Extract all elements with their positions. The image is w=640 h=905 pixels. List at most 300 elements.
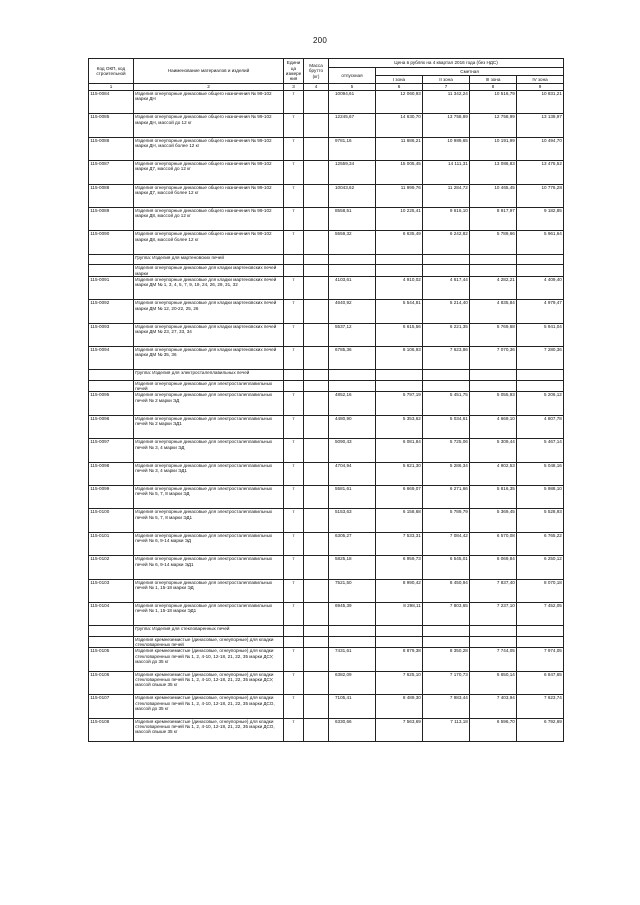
table-row	[89, 509, 564, 532]
name-cell: Изделия огнеупорные динасовые для электросталеплавильных печей № 1, 15-18 марки ЭД	[134, 579, 284, 602]
unit-cell: т	[284, 323, 304, 346]
code-cell: 115-0092	[89, 300, 134, 323]
table-row	[89, 114, 564, 137]
group-empty-cell	[304, 380, 329, 392]
group-empty-cell	[517, 626, 564, 637]
name-cell: Изделия кремнеземистые (динасовые, огнеупорные) для кладки стекловаренных печей № 1, 2, 4-10, 12-18, 21, 22, 35 марки ДСУ, массой свыше 35 кг	[134, 671, 284, 694]
code-cell: 115-0096	[89, 415, 134, 438]
group-name-cell: Группа: Изделия для электросталеплавильных печей	[134, 370, 284, 381]
price-zone4-cell: 7 452,05	[517, 603, 564, 626]
price-zone3-cell: 7 403,94	[470, 695, 517, 718]
group-code-cell	[89, 370, 134, 381]
group-row	[89, 265, 564, 277]
group-empty-cell	[423, 370, 470, 381]
table-row	[89, 300, 564, 323]
price-zone2-cell: 7 084,42	[423, 532, 470, 555]
code-cell: 115-0097	[89, 439, 134, 462]
price-otpusknaya-cell: 12245,67	[329, 114, 376, 137]
group-empty-cell	[470, 254, 517, 265]
code-cell: 115-0108	[89, 718, 134, 741]
name-cell: Изделия огнеупорные динасовые для электросталеплавильных печей № 6, 9-14 марки ЭД	[134, 532, 284, 555]
table-row	[89, 556, 564, 579]
group-empty-cell	[423, 265, 470, 277]
code-cell: 115-0105	[89, 648, 134, 671]
group-row	[89, 370, 564, 381]
group-name-cell: Изделия огнеупорные динасовые для электросталеплавильных печей	[134, 380, 284, 392]
group-row	[89, 636, 564, 648]
price-zone1-cell: 8 489,30	[376, 695, 423, 718]
price-zone4-cell: 4 409,40	[517, 276, 564, 299]
column-number: 8	[470, 84, 517, 91]
mass-cell	[304, 184, 329, 207]
unit-cell: т	[284, 161, 304, 184]
price-zone4-cell: 13 138,97	[517, 114, 564, 137]
price-zone4-cell: 9 182,85	[517, 207, 564, 230]
table-row	[89, 579, 564, 602]
header-price-caption: Цена в рублях на 4 квартал 2016 года (без НДС)	[329, 59, 564, 68]
code-cell: 115-0084	[89, 91, 134, 114]
code-cell: 115-0093	[89, 323, 134, 346]
code-cell: 115-0102	[89, 556, 134, 579]
price-zone1-cell: 14 630,70	[376, 114, 423, 137]
table-row	[89, 462, 564, 485]
group-empty-cell	[376, 265, 423, 277]
header-smetnaya: Сметная	[376, 68, 564, 76]
group-empty-cell	[517, 636, 564, 648]
mass-cell	[304, 556, 329, 579]
group-code-cell	[89, 626, 134, 637]
price-zone3-cell: 6 069,84	[470, 556, 517, 579]
table-row	[89, 347, 564, 370]
price-otpusknaya-cell: 6785,36	[329, 347, 376, 370]
price-zone1-cell: 7 533,31	[376, 532, 423, 555]
price-zone4-cell: 10 831,21	[517, 91, 564, 114]
price-zone2-cell: 5 286,34	[423, 462, 470, 485]
group-code-cell	[89, 265, 134, 277]
unit-cell: т	[284, 276, 304, 299]
price-zone2-cell: 6 242,82	[423, 231, 470, 254]
table-row	[89, 603, 564, 626]
price-zone4-cell: 5 961,64	[517, 231, 564, 254]
group-row	[89, 254, 564, 265]
name-cell: Изделия огнеупорные динасовые для кладки мартеновских печей марки ДМ № 23, 27, 33, 34	[134, 323, 284, 346]
header-zone3: III зона	[470, 76, 517, 84]
group-empty-cell	[329, 265, 376, 277]
price-zone3-cell: 5 789,66	[470, 231, 517, 254]
code-cell: 115-0094	[89, 347, 134, 370]
column-number: 4	[304, 84, 329, 91]
mass-cell	[304, 671, 329, 694]
table-row	[89, 695, 564, 718]
mass-cell	[304, 231, 329, 254]
price-zone2-cell: 14 111,31	[423, 161, 470, 184]
group-empty-cell	[423, 254, 470, 265]
mass-cell	[304, 648, 329, 671]
price-table	[88, 58, 564, 742]
group-empty-cell	[376, 370, 423, 381]
code-cell: 115-0091	[89, 276, 134, 299]
price-zone1-cell: 6 959,73	[376, 556, 423, 579]
price-zone3-cell: 6 570,08	[470, 532, 517, 555]
group-empty-cell	[423, 636, 470, 648]
price-zone1-cell: 6 669,07	[376, 486, 423, 509]
unit-cell: т	[284, 300, 304, 323]
page-number: 200	[313, 36, 327, 45]
header-name: Наименование материалов и изделий	[134, 59, 284, 84]
code-cell: 115-0101	[89, 532, 134, 555]
price-zone4-cell: 4 807,78	[517, 415, 564, 438]
price-zone3-cell: 7 744,05	[470, 648, 517, 671]
name-cell: Изделия огнеупорные динасовые для кладки мартеновских печей марки ДМ № 12, 20-22, 25, 26	[134, 300, 284, 323]
name-cell: Изделия огнеупорные динасовые для электросталеплавильных печей № 3, 4 марки ЭД1	[134, 462, 284, 485]
price-zone2-cell: 5 214,40	[423, 300, 470, 323]
mass-cell	[304, 137, 329, 160]
mass-cell	[304, 532, 329, 555]
price-zone1-cell: 8 990,42	[376, 579, 423, 602]
price-zone2-cell: 5 789,79	[423, 509, 470, 532]
price-otpusknaya-cell: 4704,94	[329, 462, 376, 485]
name-cell: Изделия кремнеземистые (динасовые, огнеупорные) для кладки стекловаренных печей № 1, 2, 4-10, 12-18, 21, 22, 35 марки ДСО, массой до 35 кг	[134, 695, 284, 718]
price-zone1-cell: 5 544,81	[376, 300, 423, 323]
name-cell: Изделия огнеупорные динасовые общего назначения № 99-102 марки Д7, массой до 12 кг	[134, 161, 284, 184]
group-empty-cell	[284, 626, 304, 637]
price-zone2-cell: 6 545,01	[423, 556, 470, 579]
mass-cell	[304, 603, 329, 626]
mass-cell	[304, 509, 329, 532]
group-empty-cell	[284, 636, 304, 648]
price-zone4-cell: 8 070,18	[517, 579, 564, 602]
price-zone4-cell: 5 206,12	[517, 392, 564, 415]
price-zone4-cell: 10 776,28	[517, 184, 564, 207]
price-zone2-cell: 10 989,65	[423, 137, 470, 160]
price-zone2-cell: 8 450,94	[423, 579, 470, 602]
price-otpusknaya-cell: 7431,61	[329, 648, 376, 671]
price-zone2-cell: 7 113,18	[423, 718, 470, 741]
code-cell: 115-0100	[89, 509, 134, 532]
mass-cell	[304, 462, 329, 485]
group-empty-cell	[517, 254, 564, 265]
price-zone3-cell: 12 758,99	[470, 114, 517, 137]
unit-cell: т	[284, 415, 304, 438]
price-zone1-cell: 11 999,76	[376, 184, 423, 207]
price-zone1-cell: 6 635,49	[376, 231, 423, 254]
code-cell: 115-0106	[89, 671, 134, 694]
price-otpusknaya-cell: 10043,62	[329, 184, 376, 207]
group-empty-cell	[304, 636, 329, 648]
mass-cell	[304, 415, 329, 438]
group-name-cell: Группа: Изделия для мартеновских печей	[134, 254, 284, 265]
code-cell: 115-0099	[89, 486, 134, 509]
column-number: 5	[329, 84, 376, 91]
unit-cell: т	[284, 579, 304, 602]
price-zone1-cell: 8 879,38	[376, 648, 423, 671]
group-empty-cell	[470, 370, 517, 381]
table-row	[89, 532, 564, 555]
price-zone3-cell: 13 086,83	[470, 161, 517, 184]
price-zone4-cell: 10 494,70	[517, 137, 564, 160]
unit-cell: т	[284, 718, 304, 741]
group-empty-cell	[304, 370, 329, 381]
price-otpusknaya-cell: 8558,51	[329, 207, 376, 230]
name-cell: Изделия огнеупорные динасовые для кладки мартеновских печей марки ДМ № 1, 3, 4, 5, 7, 9, 19, 24, 26, 29, 31, 32	[134, 276, 284, 299]
name-cell: Изделия огнеупорные динасовые для электросталеплавильных печей № 2 марки ЭД	[134, 392, 284, 415]
unit-cell: т	[284, 648, 304, 671]
name-cell: Изделия огнеупорные динасовые для электросталеплавильных печей № 5, 7, 8 марки ЭД	[134, 486, 284, 509]
price-otpusknaya-cell: 4852,16	[329, 392, 376, 415]
code-cell: 115-0086	[89, 137, 134, 160]
header-unit: Едини ца измере ния	[284, 59, 304, 84]
unit-cell: т	[284, 137, 304, 160]
price-zone3-cell: 5 055,93	[470, 392, 517, 415]
price-otpusknaya-cell: 5581,61	[329, 486, 376, 509]
group-empty-cell	[517, 265, 564, 277]
price-zone1-cell: 15 005,45	[376, 161, 423, 184]
group-empty-cell	[329, 380, 376, 392]
table-row	[89, 486, 564, 509]
table-row	[89, 648, 564, 671]
price-otpusknaya-cell: 6305,27	[329, 532, 376, 555]
group-empty-cell	[423, 380, 470, 392]
name-cell: Изделия огнеупорные динасовые общего назначения № 99-102 марки ДН, массой более 12 кг	[134, 137, 284, 160]
group-code-cell	[89, 254, 134, 265]
group-empty-cell	[470, 265, 517, 277]
column-number-row	[89, 84, 564, 91]
price-zone1-cell: 5 797,19	[376, 392, 423, 415]
price-zone3-cell: 7 070,36	[470, 347, 517, 370]
price-zone3-cell: 4 282,21	[470, 276, 517, 299]
price-zone4-cell: 7 280,36	[517, 347, 564, 370]
price-zone3-cell: 10 516,79	[470, 91, 517, 114]
table-row	[89, 415, 564, 438]
unit-cell: т	[284, 91, 304, 114]
table-row	[89, 439, 564, 462]
group-empty-cell	[376, 636, 423, 648]
column-number: 7	[423, 84, 470, 91]
mass-cell	[304, 718, 329, 741]
group-empty-cell	[284, 265, 304, 277]
price-zone1-cell: 12 060,93	[376, 91, 423, 114]
price-zone2-cell: 7 623,86	[423, 347, 470, 370]
group-empty-cell	[470, 380, 517, 392]
group-empty-cell	[284, 370, 304, 381]
price-zone3-cell: 10 465,45	[470, 184, 517, 207]
header-code: Код ОКП, код строительной	[89, 59, 134, 84]
price-zone4-cell: 5 048,16	[517, 462, 564, 485]
group-name-cell: Изделия кремнеземистые (динасовые, огнеупорные) для кладки стекловаренных печей	[134, 636, 284, 648]
price-zone3-cell: 5 769,68	[470, 323, 517, 346]
unit-cell: т	[284, 671, 304, 694]
table-row	[89, 137, 564, 160]
name-cell: Изделия огнеупорные динасовые общего назначения № 99-102 марки Д7, массой более 12 кг	[134, 184, 284, 207]
price-zone1-cell: 11 686,21	[376, 137, 423, 160]
price-zone4-cell: 5 467,14	[517, 439, 564, 462]
price-zone3-cell: 6 596,70	[470, 718, 517, 741]
price-zone4-cell: 6 250,12	[517, 556, 564, 579]
table-row	[89, 671, 564, 694]
table-body	[89, 91, 564, 742]
mass-cell	[304, 695, 329, 718]
price-otpusknaya-cell: 7105,41	[329, 695, 376, 718]
code-cell: 115-0103	[89, 579, 134, 602]
code-cell: 115-0090	[89, 231, 134, 254]
header-zone1: I зона	[376, 76, 423, 84]
price-zone4-cell: 5 941,04	[517, 323, 564, 346]
group-empty-cell	[284, 254, 304, 265]
price-zone3-cell: 4 669,10	[470, 415, 517, 438]
price-zone2-cell: 6 271,66	[423, 486, 470, 509]
unit-cell: т	[284, 347, 304, 370]
header-zone4: IV зона	[517, 76, 564, 84]
price-zone4-cell: 6 765,22	[517, 532, 564, 555]
code-cell: 115-0107	[89, 695, 134, 718]
price-zone2-cell: 11 284,72	[423, 184, 470, 207]
price-otpusknaya-cell: 5537,12	[329, 323, 376, 346]
mass-cell	[304, 300, 329, 323]
name-cell: Изделия кремнеземистые (динасовые, огнеупорные) для кладки стекловаренных печей № 1, 2, 4-10, 12-18, 21, 22, 35 марки ДСО, массой свыше 35 кг	[134, 718, 284, 741]
price-zone3-cell: 7 837,40	[470, 579, 517, 602]
mass-cell	[304, 207, 329, 230]
price-otpusknaya-cell: 12559,34	[329, 161, 376, 184]
table-row	[89, 392, 564, 415]
price-zone2-cell: 4 617,44	[423, 276, 470, 299]
code-cell: 115-0095	[89, 392, 134, 415]
group-empty-cell	[376, 380, 423, 392]
name-cell: Изделия кремнеземистые (динасовые, огнеупорные) для кладки стекловаренных печей № 1, 2, 4-10, 12-18, 21, 22, 35 марки ДСУ, массой до 35 кг	[134, 648, 284, 671]
group-empty-cell	[376, 626, 423, 637]
price-zone4-cell: 6 792,69	[517, 718, 564, 741]
unit-cell: т	[284, 439, 304, 462]
unit-cell: т	[284, 114, 304, 137]
price-otpusknaya-cell: 5559,32	[329, 231, 376, 254]
group-empty-cell	[329, 636, 376, 648]
price-zone2-cell: 7 803,65	[423, 603, 470, 626]
group-name-cell: Группа: Изделия для стекловаренных печей	[134, 626, 284, 637]
price-zone4-cell: 13 475,52	[517, 161, 564, 184]
name-cell: Изделия огнеупорные динасовые общего назначения № 99-102 марки ДН	[134, 91, 284, 114]
price-zone4-cell: 4 979,47	[517, 300, 564, 323]
price-zone1-cell: 8 298,11	[376, 603, 423, 626]
name-cell: Изделия огнеупорные динасовые для электросталеплавильных печей № 3, 4 марки ЭД	[134, 439, 284, 462]
price-otpusknaya-cell: 4103,61	[329, 276, 376, 299]
price-zone1-cell: 6 158,68	[376, 509, 423, 532]
price-otpusknaya-cell: 6945,39	[329, 603, 376, 626]
code-cell: 115-0089	[89, 207, 134, 230]
group-empty-cell	[329, 370, 376, 381]
column-number: 2	[134, 84, 284, 91]
group-empty-cell	[329, 254, 376, 265]
unit-cell: т	[284, 509, 304, 532]
price-zone1-cell: 5 621,30	[376, 462, 423, 485]
price-otpusknaya-cell: 4480,90	[329, 415, 376, 438]
price-zone4-cell: 7 974,05	[517, 648, 564, 671]
column-number: 6	[376, 84, 423, 91]
code-cell: 115-0085	[89, 114, 134, 137]
mass-cell	[304, 161, 329, 184]
name-cell: Изделия огнеупорные динасовые для электросталеплавильных печей № 5, 7, 8 марки ЭД1	[134, 509, 284, 532]
name-cell: Изделия огнеупорные динасовые общего назначения № 99-102 марки ДН, массой до 12 кг	[134, 114, 284, 137]
mass-cell	[304, 439, 329, 462]
name-cell: Изделия огнеупорные динасовые для электросталеплавильных печей № 6, 9-14 марки ЭД1	[134, 556, 284, 579]
group-row	[89, 626, 564, 637]
group-row	[89, 380, 564, 392]
table-row	[89, 91, 564, 114]
mass-cell	[304, 276, 329, 299]
price-otpusknaya-cell: 6330,66	[329, 718, 376, 741]
price-otpusknaya-cell: 9781,16	[329, 137, 376, 160]
unit-cell: т	[284, 462, 304, 485]
name-cell: Изделия огнеупорные динасовые для кладки мартеновских печей марки ДМ № 35, 36	[134, 347, 284, 370]
group-code-cell	[89, 380, 134, 392]
price-zone3-cell: 6 650,14	[470, 671, 517, 694]
group-code-cell	[89, 636, 134, 648]
price-zone2-cell: 5 725,06	[423, 439, 470, 462]
price-zone3-cell: 4 902,53	[470, 462, 517, 485]
code-cell: 115-0104	[89, 603, 134, 626]
mass-cell	[304, 347, 329, 370]
column-number: 1	[89, 84, 134, 91]
price-zone4-cell: 5 988,10	[517, 486, 564, 509]
price-zone1-cell: 5 353,62	[376, 415, 423, 438]
price-otpusknaya-cell: 6382,09	[329, 671, 376, 694]
unit-cell: т	[284, 603, 304, 626]
unit-cell: т	[284, 695, 304, 718]
table-row	[89, 276, 564, 299]
price-zone4-cell: 7 623,74	[517, 695, 564, 718]
price-zone2-cell: 6 221,35	[423, 323, 470, 346]
mass-cell	[304, 392, 329, 415]
price-zone2-cell: 7 170,73	[423, 671, 470, 694]
price-zone1-cell: 10 225,41	[376, 207, 423, 230]
name-cell: Изделия огнеупорные динасовые общего назначения № 99-102 марки Д8, массой более 12 кг	[134, 231, 284, 254]
price-otpusknaya-cell: 5090,43	[329, 439, 376, 462]
group-empty-cell	[304, 626, 329, 637]
price-zone4-cell: 5 528,93	[517, 509, 564, 532]
table-row	[89, 184, 564, 207]
group-empty-cell	[329, 626, 376, 637]
price-zone3-cell: 5 816,35	[470, 486, 517, 509]
header-zone2: II зона	[423, 76, 470, 84]
price-zone3-cell: 7 237,10	[470, 603, 517, 626]
mass-cell	[304, 323, 329, 346]
group-empty-cell	[304, 265, 329, 277]
mass-cell	[304, 114, 329, 137]
group-empty-cell	[517, 370, 564, 381]
unit-cell: т	[284, 486, 304, 509]
column-number: 3	[284, 84, 304, 91]
unit-cell: т	[284, 556, 304, 579]
price-zone2-cell: 11 342,24	[423, 91, 470, 114]
price-zone3-cell: 8 917,97	[470, 207, 517, 230]
unit-cell: т	[284, 184, 304, 207]
group-empty-cell	[284, 380, 304, 392]
price-otpusknaya-cell: 5153,63	[329, 509, 376, 532]
price-zone2-cell: 8 350,28	[423, 648, 470, 671]
price-zone2-cell: 5 034,61	[423, 415, 470, 438]
code-cell: 115-0088	[89, 184, 134, 207]
price-zone2-cell: 13 758,89	[423, 114, 470, 137]
unit-cell: т	[284, 231, 304, 254]
price-zone3-cell: 5 309,44	[470, 439, 517, 462]
mass-cell	[304, 579, 329, 602]
table-row	[89, 161, 564, 184]
price-otpusknaya-cell: 7521,50	[329, 579, 376, 602]
unit-cell: т	[284, 207, 304, 230]
mass-cell	[304, 486, 329, 509]
table-row	[89, 207, 564, 230]
price-zone1-cell: 4 910,02	[376, 276, 423, 299]
price-zone2-cell: 9 616,10	[423, 207, 470, 230]
code-cell: 115-0098	[89, 462, 134, 485]
